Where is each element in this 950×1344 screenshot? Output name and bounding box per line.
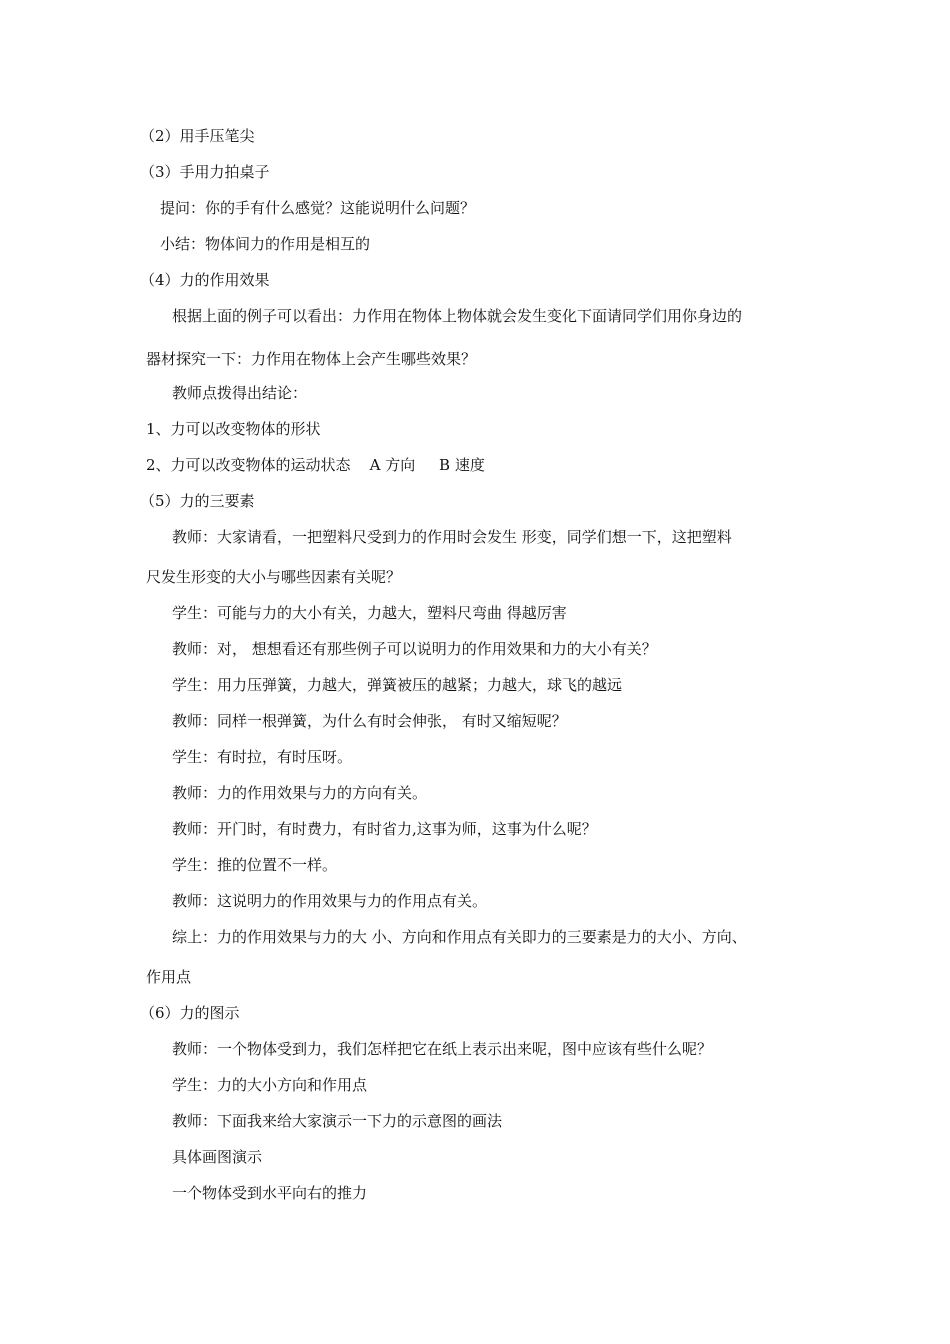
paragraph-line: 根据上面的例子可以看出：力作用在物体上物体就会发生变化下面请同学们用你身边的 (172, 307, 743, 325)
dialogue-line: 学生：力的大小方向和作用点 (172, 1076, 368, 1094)
dialogue-line: 学生：可能与力的大小有关，力越大，塑料尺弯曲 得越厉害 (172, 604, 567, 622)
dialogue-line: 教师：一个物体受到力，我们怎样把它在纸上表示出来呢，图中应该有些什么呢？ (172, 1040, 713, 1058)
section-4-heading: （4）力的作用效果 (140, 271, 270, 289)
section-2-heading: （2）用手压笔尖 (140, 127, 255, 145)
dialogue-line: 教师：这说明力的作用效果与力的作用点有关。 (172, 892, 488, 910)
question-line: 提问：你的手有什么感觉？这能说明什么问题？ (160, 199, 476, 217)
dialogue-line: 教师：开门时，有时费力，有时省力,这事为师，这事为什么呢？ (172, 820, 597, 838)
dialogue-line: 教师：对， 想想看还有那些例子可以说明力的作用效果和力的大小有关？ (172, 640, 657, 658)
paragraph-line: 具体画图演示 (172, 1148, 263, 1166)
paragraph-line: 教师点拨得出结论： (172, 384, 308, 402)
list-item: 1、力可以改变物体的形状 (146, 420, 321, 438)
conclusion-line: 作用点 (146, 968, 192, 986)
dialogue-line: 学生：有时拉，有时压呀。 (172, 748, 353, 766)
dialogue-line: 教师：同样一根弹簧，为什么有时会伸张， 有时又缩短呢？ (172, 712, 567, 730)
conclusion-line: 综上：力的作用效果与力的大 小、方向和作用点有关即力的三要素是力的大小、方向、 (172, 928, 747, 946)
paragraph-line: 一个物体受到水平向右的推力 (172, 1184, 368, 1202)
dialogue-line: 尺发生形变的大小与哪些因素有关呢？ (146, 568, 402, 586)
dialogue-line: 学生：推的位置不一样。 (172, 856, 338, 874)
list-item: 2、力可以改变物体的运动状态 A 方向 B 速度 (146, 456, 485, 474)
section-6-heading: （6）力的图示 (140, 1004, 240, 1022)
paragraph-line: 器材探究一下：力作用在物体上会产生哪些效果？ (146, 350, 477, 368)
dialogue-line: 学生：用力压弹簧，力越大，弹簧被压的越紧；力越大，球飞的越远 (172, 676, 623, 694)
section-3-heading: （3）手用力拍桌子 (140, 163, 270, 181)
summary-line: 小结：物体间力的作用是相互的 (160, 235, 371, 253)
section-5-heading: （5）力的三要素 (140, 492, 255, 510)
dialogue-line: 教师：大家请看，一把塑料尺受到力的作用时会发生 形变，同学们想一下，这把塑料 (172, 528, 732, 546)
dialogue-line: 教师：下面我来给大家演示一下力的示意图的画法 (172, 1112, 503, 1130)
dialogue-line: 教师：力的作用效果与力的方向有关。 (172, 784, 428, 802)
